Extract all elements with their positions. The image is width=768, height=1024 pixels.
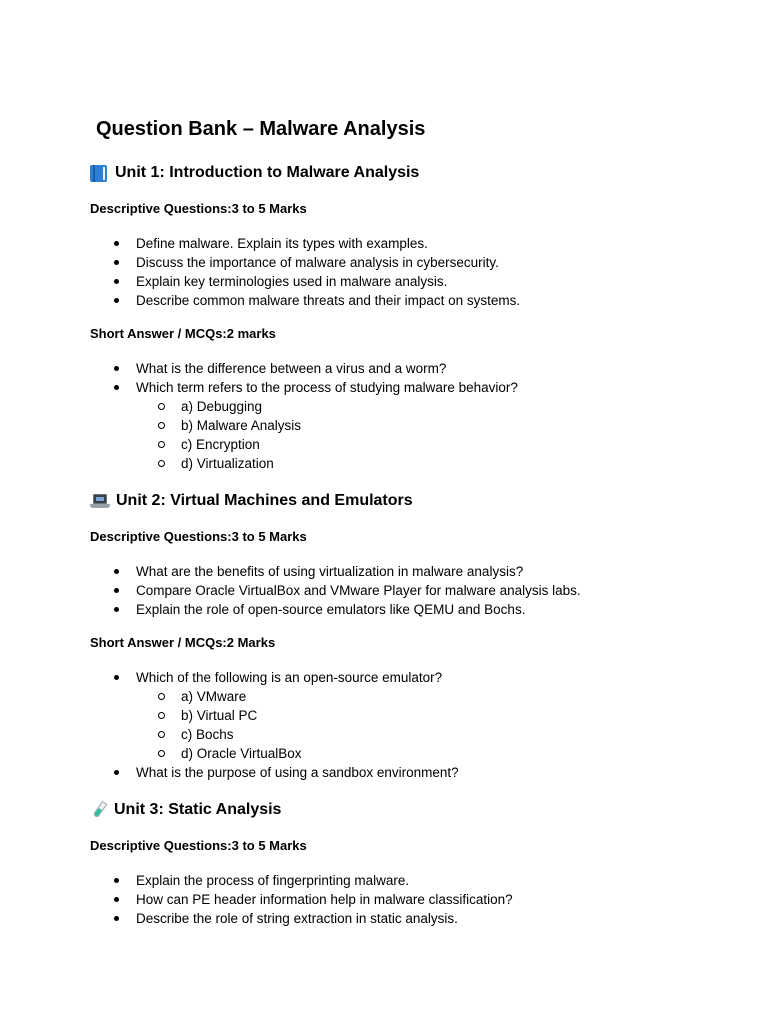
bullet bbox=[158, 712, 165, 719]
bullet bbox=[114, 916, 119, 921]
bullet bbox=[158, 441, 165, 448]
bullet bbox=[158, 403, 165, 410]
unit-1-short-label: Short Answer / MCQs:2 marks bbox=[90, 326, 276, 341]
unit-2-descriptive-label: Descriptive Questions:3 to 5 Marks bbox=[90, 529, 307, 544]
bullet bbox=[114, 607, 119, 612]
bullet bbox=[114, 675, 119, 680]
unit-1-heading bbox=[90, 162, 419, 184]
test-tube-icon bbox=[90, 801, 108, 819]
bullet bbox=[158, 422, 165, 429]
bullet bbox=[158, 731, 165, 738]
bullet bbox=[114, 298, 119, 303]
bullet bbox=[114, 588, 119, 593]
unit-3-title: Unit 3: Static Analysis bbox=[114, 801, 282, 818]
bullet bbox=[114, 897, 119, 902]
bullet bbox=[158, 693, 165, 700]
bullet bbox=[114, 279, 119, 284]
unit-3-heading bbox=[90, 799, 281, 821]
bullet bbox=[114, 385, 119, 390]
bullet bbox=[114, 366, 119, 371]
bullet bbox=[114, 770, 119, 775]
unit-1-descriptive-label: Descriptive Questions:3 to 5 Marks bbox=[90, 201, 307, 216]
bullet bbox=[114, 878, 119, 883]
bullet bbox=[114, 569, 119, 574]
unit-2-heading bbox=[90, 490, 413, 512]
bullet bbox=[114, 241, 119, 246]
bullet bbox=[158, 750, 165, 757]
book-icon bbox=[90, 165, 107, 182]
unit-2-short-label: Short Answer / MCQs:2 Marks bbox=[90, 635, 276, 650]
document-page: Question Bank – Malware Analysis Unit 1: Introduction to Malware Analysis Descriptive Questions:3 to 5 Marks Define malware. Explain its types with examples. Discuss the importance of malware analysis in cybersecurity. Explain key terminologies used in malware analysis. Describe common malware threats and their impact on systems. Short Answer / MCQs:2 marks What is the difference between a virus and a worm? Which term refers to the process of studying malware behavior? a) Debugging b) Malware Analysis c) Encryption d) Virtualization Unit 2: Virtual Machines and Emulators Descriptive Questions:3 to 5 Marks What are the benefits of using virtualization in malware analysis? Compare Oracle VirtualBox and VMware Player for malware analysis labs. Explain the role of open-source emulators like QEMU and Bochs. Short Answer / MCQs:2 Marks Which of the following is an open-source emulator? a) VMware b) Virtual PC c) Bochs d) Oracle VirtualBox What is the purpose of using a sandbox environment? Unit 3: Static Analysis Descriptive Questions:3 to 5 Marks Explain the process of fingerprinting malware. How can PE header information help in malware classification? Describe the role of string extraction in static analysis. bbox=[90, 118, 581, 926]
unit-3-descriptive-label: Descriptive Questions:3 to 5 Marks bbox=[90, 838, 307, 853]
document-title: Question Bank – Malware Analysis bbox=[96, 118, 426, 140]
laptop-icon bbox=[90, 493, 110, 509]
bullet bbox=[158, 460, 165, 467]
unit-2-title: Unit 2: Virtual Machines and Emulators bbox=[116, 492, 413, 509]
unit-1-title: Unit 1: Introduction to Malware Analysis bbox=[115, 164, 420, 181]
bullet bbox=[114, 260, 119, 265]
